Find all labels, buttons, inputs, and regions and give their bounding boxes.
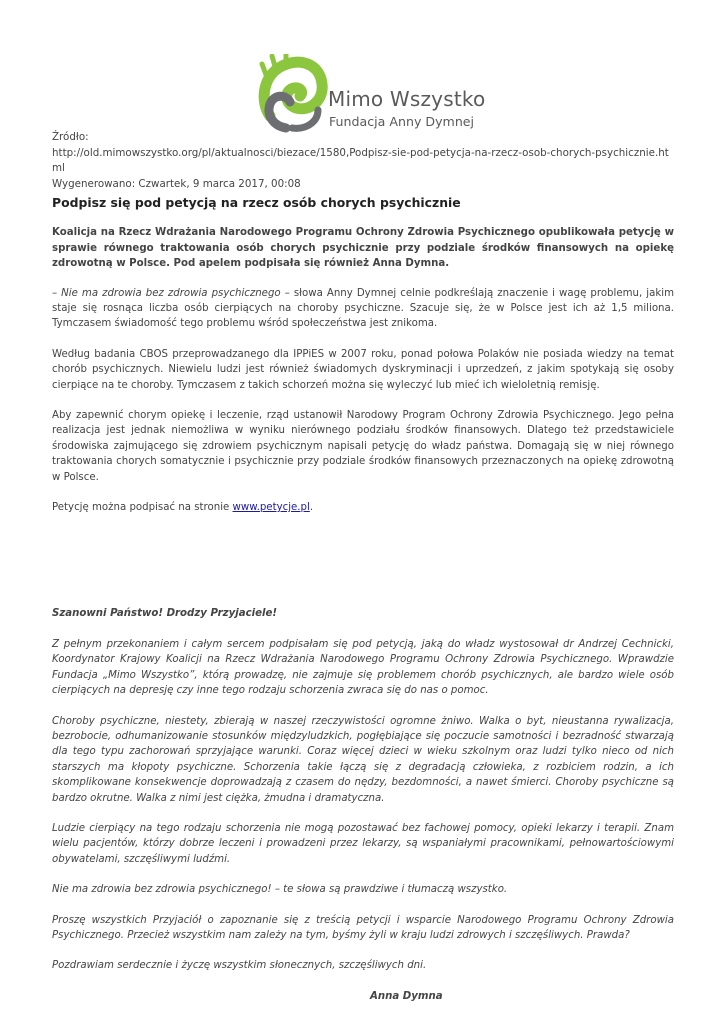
letter-paragraph: Pozdrawiam serdecznie i życzę wszystkim słonecznych, szczęśliwych dni. [52,960,427,972]
article-title: Podpisz się pod petycją na rzecz osób chorych psychicznie [52,195,461,211]
article-paragraph: Aby zapewnić chorym opiekę i leczenie, rząd ustanowił Narodowy Program Ochrony Zdrowia Psychicznego. Jego pełna realizacja jest jednak niemożliwa w wyniku nierównego podziału środków finansowych. Dlatego też przedstawiciele środowiska zajmującego się zdrowiem psychicznym napisali petycję do władz państwa. Domagają się w niej równego traktowania chorych somatycznie i psychicznie przy podziale środków finansowych przeznaczonych na opiekę zdrowotną w Polsce. [52,410,674,483]
spiral-logo-icon [256,54,328,136]
petition-paragraph [52,500,674,515]
article-paragraph: Według badania CBOS przeprowadzanego dla IPPiES w 2007 roku, ponad połowa Polaków nie posiada wiedzy na temat chorób psychicznych. Niewielu ludzi jest również świadomych dyskryminacji i uprzedzeń, z jakim spotykają się osoby cierpiące na te choroby. Tymczasem z takich schorzeń można się wyleczyć lub mieć ich wieloletnią remisję. [52,348,674,391]
logo-subtitle: Fundacja Anny Dymnej [329,114,475,129]
source-meta [52,130,674,192]
quote: – Nie ma zdrowia bez zdrowia psychicznego [52,287,281,299]
letter-paragraph: Ludzie cierpiący na tego rodzaju schorzenia nie mogą pozostawać bez fachowej pomocy, opieki lekarzy i terapii. Znam wielu pacjentów, którzy dobrze leczeni i prowadzeni przez lekarzy, są wspaniałymi pracownikami, pełnowartościowymi obywatelami, szczęśliwymi ludźmi. [52,822,674,865]
paragraph-text: – słowa Anny Dymnej celnie podkreślają znaczenie i wagę problemu, jakim staje się rosnąca liczba osób cierpiących na choroby psychiczne. Szacuje się, że w Polsce jest ich aż 1,5 miliona. Tymczasem świadomość tego problemu wśród społeczeństwa jest znikoma. [52,287,675,330]
document-body [52,130,674,1019]
letter-paragraph: Z pełnym przekonaniem i całym sercem podpisałam się pod petycją, jaką do władz wystosował dr Andrzej Cechnicki, Koordynator Krajowy Koalicji na Rzecz Wdrażania Narodowego Programu Ochrony Zdrowia Psychicznego. Wprawdzie Fundacja „Mimo Wszystko”, którą prowadzę, nie zajmuje się problemem chorób psychicznych, ale bardzo wiele osób cierpiących na depresję czy inne tego rodzaju schorzenia zwraca się do nas o pomoc. [52,638,674,697]
foundation-logo [256,54,486,136]
letter-signature: Anna Dymna [370,990,443,1002]
paragraph-text: Petycję można podpisać na stronie [52,502,233,514]
source-label: Źródło: [52,131,89,143]
article-paragraph [52,286,674,332]
letter-paragraph: Choroby psychiczne, niestety, zbierają w naszej rzeczywistości ogromne żniwo. Walka o byt, nieustanna rywalizacja, bezrobocie, odhumanizowanie stosunków międzyludzkich, pogłębiające się poczucie samotności i bezradność stwarzają dla tego typu zachorowań sprzyjające warunki. Coraz więcej dzieci w wieku szkolnym oraz ludzi tylko nieco od nich starszych ma kłopoty psychiczne. Schorzenia takie łączą się z degradacją człowieka, z rozbiciem rodzin, a ich skomplikowane konsekwencje doprowadzają z czasem do nędzy, bezdomności, a nawet śmierci. Choroby psychiczne są bardzo okrutne. Walka z nimi jest ciężka, żmudna i dramatyczna. [52,715,674,804]
article-lead: Koalicja na Rzecz Wdrażania Narodowego Programu Ochrony Zdrowia Psychicznego opublikowała petycję w sprawie równego traktowania osób chorych psychicznie przy podziale środków finansowych na opiekę zdrowotną w Polsce. Pod apelem podpisała się również Anna Dymna. [52,227,674,270]
generated-date: Wygenerowano: Czwartek, 9 marca 2017, 00:08 [52,177,301,190]
petition-link[interactable]: www.petycje.pl [232,502,310,514]
source-url[interactable]: http://old.mimowszystko.org/pl/aktualnosci/biezace/1580,Podpisz-sie-pod-petycja-na-rzecz-osob-chorych-psychicznie.html [52,146,669,175]
letter [52,606,674,1004]
letter-paragraph: Nie ma zdrowia bez zdrowia psychicznego! – te słowa są prawdziwe i tłumaczą wszystko. [52,884,508,896]
letter-greeting: Szanowni Państwo! Drodzy Przyjaciele! [52,608,278,620]
letter-paragraph: Proszę wszystkich Przyjaciół o zapoznanie się z treścią petycji i wsparcie Narodowego Programu Ochrony Zdrowia Psychicznego. Przecież wszystkim nam zależy na tym, byśmy żyli w kraju ludzi zdrowych i szczęśliwych. Prawda? [52,914,674,941]
paragraph-text: . [309,502,314,514]
logo-title: Mimo Wszystko [328,87,486,111]
